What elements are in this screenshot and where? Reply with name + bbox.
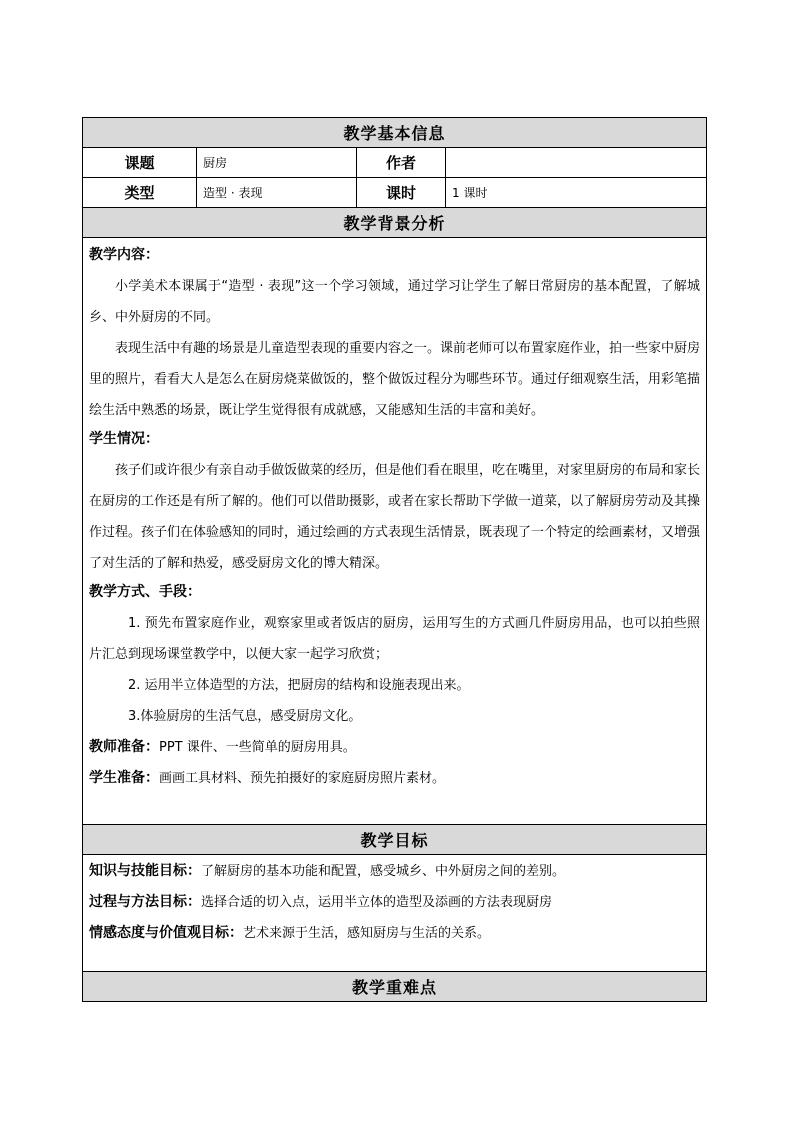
objectives-content bbox=[83, 855, 707, 972]
teacher-prep-label: 教师准备： bbox=[89, 739, 159, 755]
content-heading: 教学内容： bbox=[89, 247, 159, 263]
student-prep-label: 学生准备： bbox=[89, 770, 159, 786]
emotion-label: 情感态度与价值观目标： bbox=[89, 925, 243, 941]
author-label: 作者 bbox=[357, 148, 446, 178]
section-key-points: 教学重难点 bbox=[83, 972, 707, 1002]
knowledge-objective bbox=[89, 856, 700, 887]
section-objectives: 教学目标 bbox=[83, 825, 707, 855]
content-paragraph-1: 小学美术本课属于“造型 · 表现”这一个学习领域，通过学习让学生了解日常厨房的基本配置，了解城乡、中外厨房的不同。 bbox=[89, 279, 701, 325]
teacher-prep-value: PPT 课件、一些简单的厨房用具。 bbox=[159, 740, 356, 755]
topic-value: 厨房 bbox=[197, 148, 357, 178]
student-paragraph: 孩子们或许很少有亲自动手做饭做菜的经历，但是他们看在眼里，吃在嘴里，对家里厨房的布局和家长在厨房的工作还是有所了解的。他们可以借助摄影，或者在家长帮助下学做一道菜，以了解厨房劳动及其操作过程。孩子们在体验感知的同时，通过绘画的方式表现生活情景，既表现了一个特定的绘画素材，又增强了对生活的了解和热爱，感受厨房文化的博大精深。 bbox=[89, 463, 701, 571]
section-background: 教学背景分析 bbox=[83, 208, 707, 238]
process-objective bbox=[89, 887, 700, 918]
knowledge-value: 了解厨房的基本功能和配置，感受城乡、中外厨房之间的差别。 bbox=[201, 864, 566, 879]
knowledge-label: 知识与技能目标： bbox=[89, 863, 201, 879]
method-item-1: 1. 预先布置家庭作业，观察家里或者饭店的厨房，运用写生的方式画几件厨房用品，也可以拍些照片汇总到现场课堂教学中，以便大家一起学习欣赏； bbox=[89, 616, 701, 662]
method-item-3: 3.体验厨房的生活气息，感受厨房文化。 bbox=[128, 709, 362, 724]
student-prep bbox=[89, 763, 700, 794]
type-value: 造型 · 表现 bbox=[197, 178, 357, 208]
section-basic-info: 教学基本信息 bbox=[83, 118, 707, 148]
content-paragraph-2: 表现生活中有趣的场景是儿童造型表现的重要内容之一。课前老师可以布置家庭作业，拍一些家中厨房里的照片，看看大人是怎么在厨房烧菜做饭的，整个做饭过程分为哪些环节。通过仔细观察生活，用彩笔描绘生活中熟悉的场景，既让学生觉得很有成就感，又能感知生活的丰富和美好。 bbox=[89, 341, 701, 418]
student-heading: 学生情况： bbox=[89, 431, 159, 447]
hours-label: 课时 bbox=[357, 178, 446, 208]
process-label: 过程与方法目标： bbox=[89, 894, 201, 910]
background-content bbox=[83, 238, 707, 825]
type-label: 类型 bbox=[83, 178, 197, 208]
teacher-prep bbox=[89, 732, 700, 763]
method-heading: 教学方式、手段： bbox=[89, 584, 201, 600]
lesson-plan-table bbox=[82, 117, 707, 1002]
emotion-value: 艺术来源于生活，感知厨房与生活的关系。 bbox=[243, 926, 491, 941]
author-value bbox=[446, 148, 707, 178]
topic-label: 课题 bbox=[83, 148, 197, 178]
hours-value: 1 课时 bbox=[446, 178, 707, 208]
student-prep-value: 画画工具材料、预先拍摄好的家庭厨房照片素材。 bbox=[159, 771, 446, 786]
process-value: 选择合适的切入点，运用半立体的造型及添画的方法表现厨房 bbox=[201, 895, 553, 910]
method-item-2: 2. 运用半立体造型的方法，把厨房的结构和设施表现出来。 bbox=[128, 678, 470, 693]
emotion-objective bbox=[89, 918, 700, 949]
